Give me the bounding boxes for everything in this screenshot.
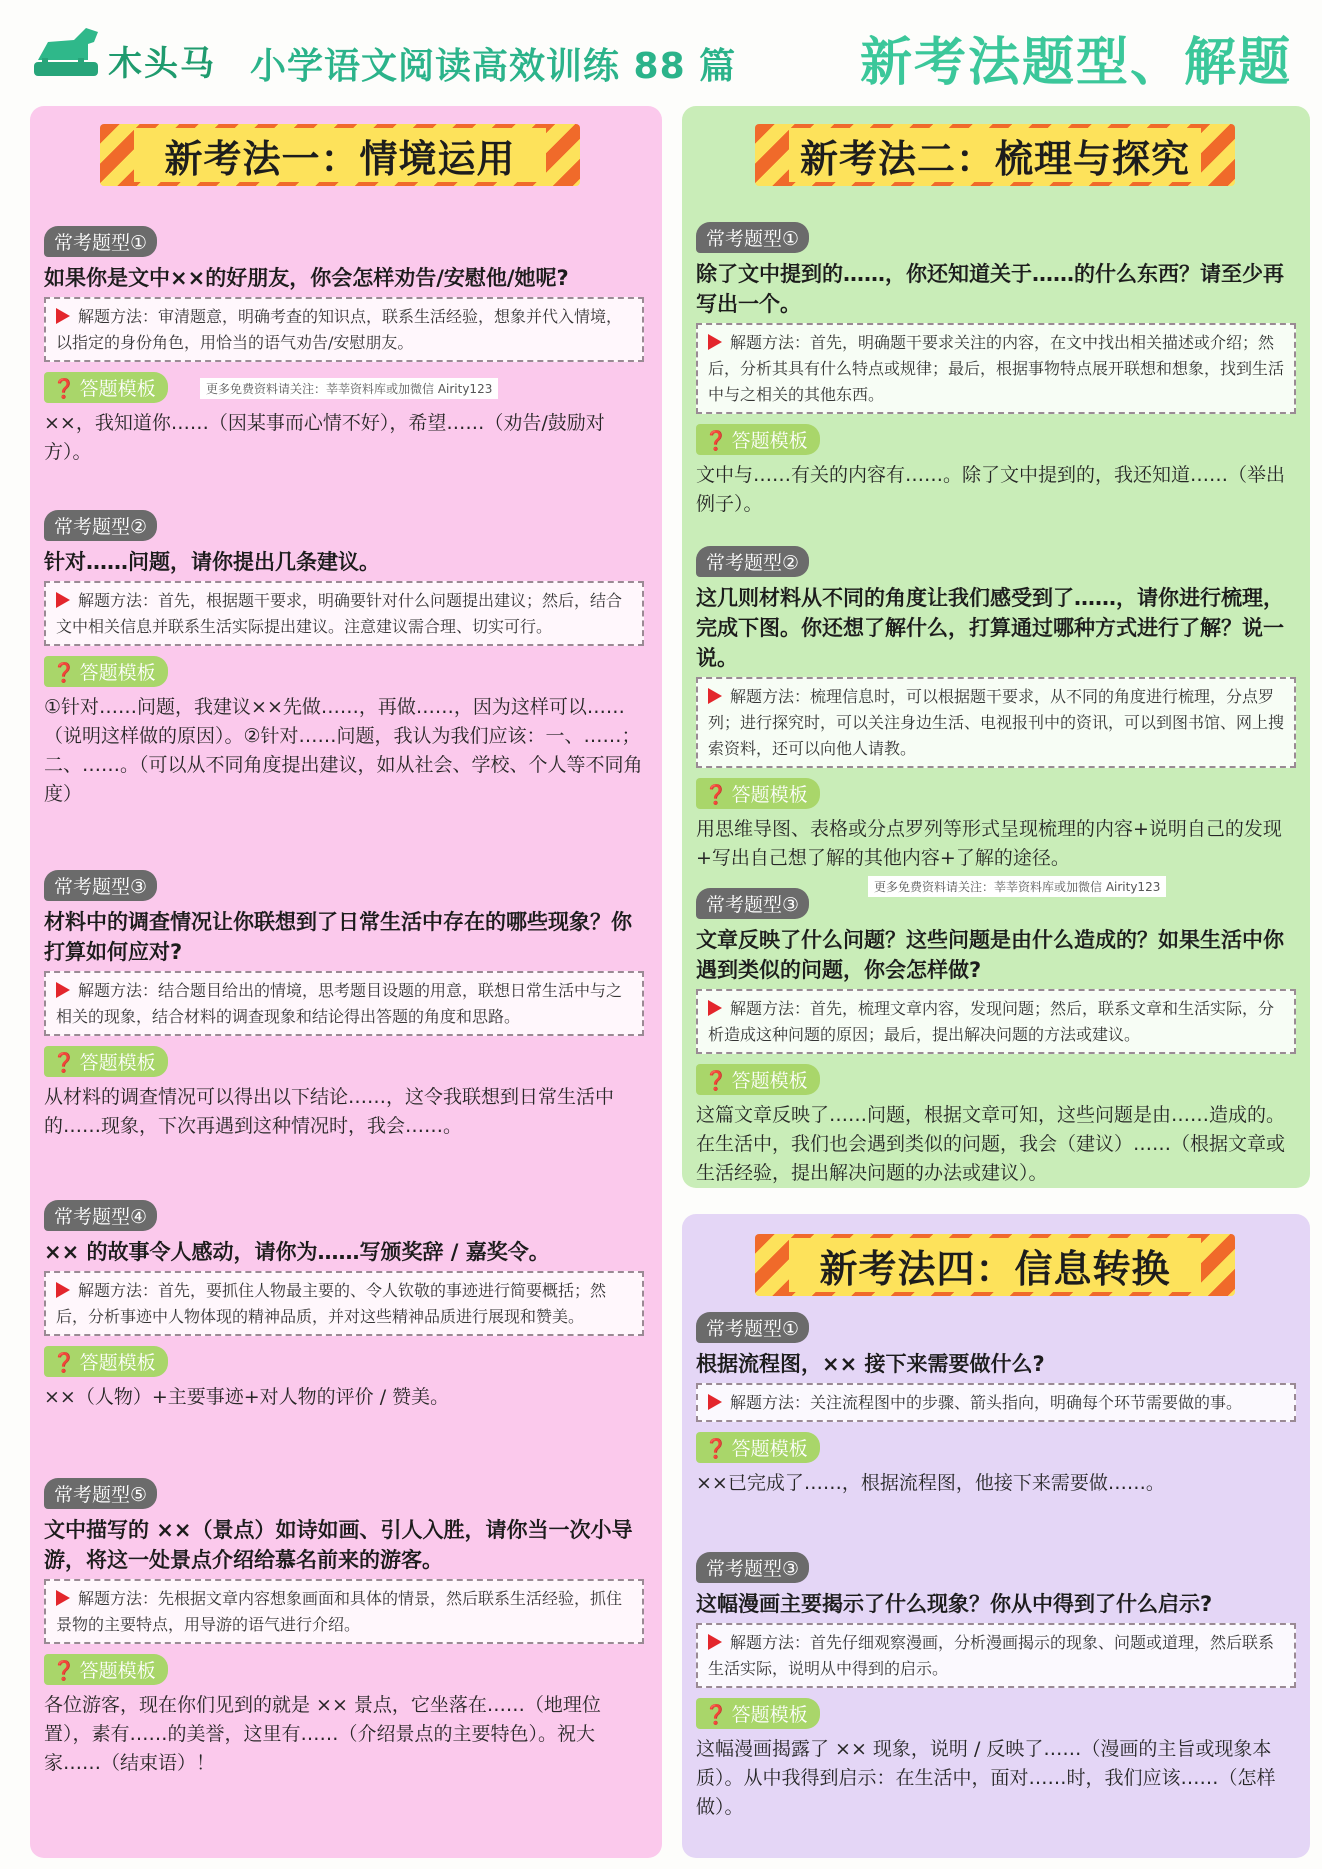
method-box [696, 677, 1296, 768]
triangle-arrow-icon [708, 1634, 722, 1650]
template-label: 答题模板 [731, 784, 808, 806]
question-text: 除了文中提到的……，你还知道关于……的什么东西？请至少再写出一个。 [696, 262, 1284, 316]
method-box [44, 1579, 644, 1644]
question-type-tag: 常考题型① [44, 226, 157, 257]
brand-name: 木头马 [108, 44, 216, 84]
question-type-tag: 常考题型② [696, 546, 809, 577]
triangle-arrow-icon [56, 592, 70, 608]
method-text: 解题方法：首先，要抓住人物最主要的、令人钦敬的事迹进行简要概括；然后，分析事迹中人物体现的精神品质，并对这些精神品质进行展现和赞美。 [56, 1281, 607, 1326]
question-block [696, 1312, 1296, 1498]
template-tag [696, 1064, 820, 1095]
triangle-arrow-icon [56, 1282, 70, 1298]
answer-template-text: 用思维导图、表格或分点罗列等形式呈现梳理的内容+说明自己的发现+写出自己想了解的其他内容+了解的途径。 [696, 818, 1282, 869]
triangle-arrow-icon [708, 688, 722, 704]
template-tag [44, 372, 168, 403]
triangle-arrow-icon [708, 1000, 722, 1016]
template-label: 答题模板 [731, 1438, 808, 1460]
answer-template-text: 文中与……有关的内容有……。除了文中提到的，我还知道……（举出例子）。 [696, 464, 1286, 515]
lightbulb-icon: ❓ [52, 1352, 76, 1374]
template-tag [696, 1432, 820, 1463]
question-text: 针对……问题，请你提出几条建议。 [44, 550, 380, 574]
triangle-arrow-icon [56, 1590, 70, 1606]
question-block [44, 1478, 644, 1778]
section-title: 新考法一：情境运用 [134, 128, 546, 182]
method-text: 解题方法：审清题意，明确考查的知识点，联系生活经验，想象并代入情境，以指定的身份角色，用恰当的语气劝告/安慰朋友。 [56, 307, 623, 352]
question-text: 根据流程图，×× 接下来需要做什么? [696, 1352, 1045, 1376]
question-text: ×× 的故事令人感动，请你为……写颁奖辞 / 嘉奖令。 [44, 1240, 550, 1264]
method-box [696, 989, 1296, 1054]
question-block [44, 1200, 644, 1412]
template-label: 答题模板 [731, 1704, 808, 1726]
method-text: 解题方法：先根据文章内容想象画面和具体的情景，然后联系生活经验，抓住景物的主要特点，用导游的语气进行介绍。 [56, 1589, 623, 1634]
question-type-tag: 常考题型① [696, 222, 809, 253]
section-title: 新考法四：信息转换 [789, 1238, 1201, 1292]
page-title: 新考法题型、解题 [860, 33, 1293, 93]
method-text: 解题方法：关注流程图中的步骤、箭头指向，明确每个环节需要做的事。 [730, 1393, 1243, 1412]
template-label: 答题模板 [731, 1070, 808, 1092]
answer-template-text: 各位游客，现在你们见到的就是 ×× 景点，它坐落在……（地理位置），素有……的美誉，这里有……（介绍景点的主要特色）。祝大家……（结束语）！ [44, 1694, 601, 1774]
triangle-arrow-icon [56, 308, 70, 324]
lightbulb-icon: ❓ [704, 1438, 728, 1460]
question-type-tag: 常考题型⑤ [44, 1478, 157, 1509]
template-label: 答题模板 [79, 1352, 156, 1374]
page-title-clip [860, 0, 1322, 100]
answer-template-text: ①针对……问题，我建议××先做……，再做……，因为这样可以……（说明这样做的原因）。②针对……问题，我认为我们应该：一、……；二、……。（可以从不同角度提出建议，如从社会、学校、个人等不同角度） [44, 696, 643, 805]
method-text: 解题方法：首先仔细观察漫画，分析漫画揭示的现象、问题或道理，然后联系生活实际，说明从中得到的启示。 [708, 1633, 1275, 1678]
answer-template-text: ××，我知道你……（因某事而心情不好），希望……（劝告/鼓励对方）。 [44, 412, 605, 463]
answer-template-text: ××（人物）+主要事迹+对人物的评价 / 赞美。 [44, 1386, 450, 1408]
question-type-tag: 常考题型③ [696, 1552, 809, 1583]
question-text: 如果你是文中××的好朋友，你会怎样劝告/安慰他/她呢? [44, 266, 569, 290]
template-tag [44, 1654, 168, 1685]
question-block [696, 222, 1296, 519]
answer-template-text: 这篇文章反映了……问题，根据文章可知，这些问题是由……造成的。在生活中，我们也会遇到类似的问题，我会（建议）……（根据文章或生活经验，提出解决问题的办法或建议）。 [696, 1104, 1286, 1184]
template-label: 答题模板 [79, 378, 156, 400]
template-tag [44, 1346, 168, 1377]
template-tag [696, 1698, 820, 1729]
question-block [696, 888, 1296, 1188]
triangle-arrow-icon [708, 334, 722, 350]
answer-template-text: ××已完成了……，根据流程图，他接下来需要做……。 [696, 1472, 1165, 1494]
question-block [44, 870, 644, 1141]
lightbulb-icon: ❓ [704, 1704, 728, 1726]
lightbulb-icon: ❓ [52, 1052, 76, 1074]
method-text: 解题方法：结合题目给出的情境，思考题目设题的用意，联想日常生活中与之相关的现象，结合材料的调查现象和结论得出答题的角度和思路。 [56, 981, 623, 1026]
method-box [44, 1271, 644, 1336]
triangle-arrow-icon [708, 1394, 722, 1410]
method-box [44, 971, 644, 1036]
method-box [44, 297, 644, 362]
template-tag [44, 1046, 168, 1077]
method-box [696, 1623, 1296, 1688]
answer-template-text: 这幅漫画揭露了 ×× 现象，说明 / 反映了……（漫画的主旨或现象本质）。从中我得到启示：在生活中，面对……时，我们应该……（怎样做）。 [696, 1738, 1276, 1818]
watermark-note: 更多免费资料请关注：莘莘资料库或加微信 Airity123 [868, 876, 1166, 897]
question-type-tag: 常考题型④ [44, 1200, 157, 1231]
method-box [44, 581, 644, 646]
question-type-tag: 常考题型① [696, 1312, 809, 1343]
question-block [44, 226, 644, 467]
method-text: 解题方法：首先，明确题干要求关注的内容，在文中找出相关描述或介绍；然后，分析其具有什么特点或规律；最后，根据事物特点展开联想和想象，找到生活中与之相关的其他东西。 [708, 333, 1285, 404]
page-header [0, 0, 1322, 100]
section-banner-1 [100, 124, 580, 186]
template-label: 答题模板 [731, 430, 808, 452]
section-title: 新考法二：梳理与探究 [789, 128, 1201, 182]
question-type-tag: 常考题型② [44, 510, 157, 541]
answer-template-text: 从材料的调查情况可以得出以下结论……，这令我联想到日常生活中的……现象，下次再遇到这种情况时，我会……。 [44, 1086, 615, 1137]
template-label: 答题模板 [79, 662, 156, 684]
question-type-tag: 常考题型③ [696, 888, 809, 919]
series-title: 小学语文阅读高效训练 88 篇 [250, 46, 737, 87]
question-block [696, 546, 1296, 873]
section-banner-2 [755, 124, 1235, 186]
question-text: 文章反映了什么问题？这些问题是由什么造成的？如果生活中你遇到类似的问题，你会怎样做? [696, 928, 1284, 982]
question-type-tag: 常考题型③ [44, 870, 157, 901]
lightbulb-icon: ❓ [704, 430, 728, 452]
template-label: 答题模板 [79, 1052, 156, 1074]
method-text: 解题方法：首先，梳理文章内容，发现问题；然后，联系文章和生活实际，分析造成这种问题的原因；最后，提出解决问题的方法或建议。 [708, 999, 1275, 1044]
lightbulb-icon: ❓ [52, 662, 76, 684]
watermark-note: 更多免费资料请关注：莘莘资料库或加微信 Airity123 [200, 378, 498, 399]
template-label: 答题模板 [79, 1660, 156, 1682]
question-text: 文中描写的 ××（景点）如诗如画、引人入胜，请你当一次小导游，将这一处景点介绍给慕名前来的游客。 [44, 1518, 633, 1572]
triangle-arrow-icon [56, 982, 70, 998]
lightbulb-icon: ❓ [704, 1070, 728, 1092]
section-banner-3 [755, 1234, 1235, 1296]
lightbulb-icon: ❓ [704, 784, 728, 806]
method-box [696, 323, 1296, 414]
lightbulb-icon: ❓ [52, 1660, 76, 1682]
question-block [696, 1552, 1296, 1822]
question-text: 这几则材料从不同的角度让我们感受到了……，请你进行梳理，完成下图。你还想了解什么，打算通过哪种方式进行了解？说一说。 [696, 586, 1284, 670]
question-text: 材料中的调查情况让你联想到了日常生活中存在的哪些现象？你打算如何应对? [44, 910, 632, 964]
method-box [696, 1383, 1296, 1422]
question-block [44, 510, 644, 809]
method-text: 解题方法：首先，根据题干要求，明确要针对什么问题提出建议；然后，结合文中相关信息并联系生活实际提出建议。注意建议需合理、切实可行。 [56, 591, 623, 636]
method-text: 解题方法：梳理信息时，可以根据题干要求，从不同的角度进行梳理，分点罗列；进行探究时，可以关注身边生活、电视报刊中的资讯，可以到图书馆、网上搜索资料，还可以向他人请教。 [708, 687, 1285, 758]
question-text: 这幅漫画主要揭示了什么现象？你从中得到了什么启示? [696, 1592, 1213, 1616]
template-tag [696, 778, 820, 809]
template-tag [696, 424, 820, 455]
template-tag [44, 656, 168, 687]
lightbulb-icon: ❓ [52, 378, 76, 400]
